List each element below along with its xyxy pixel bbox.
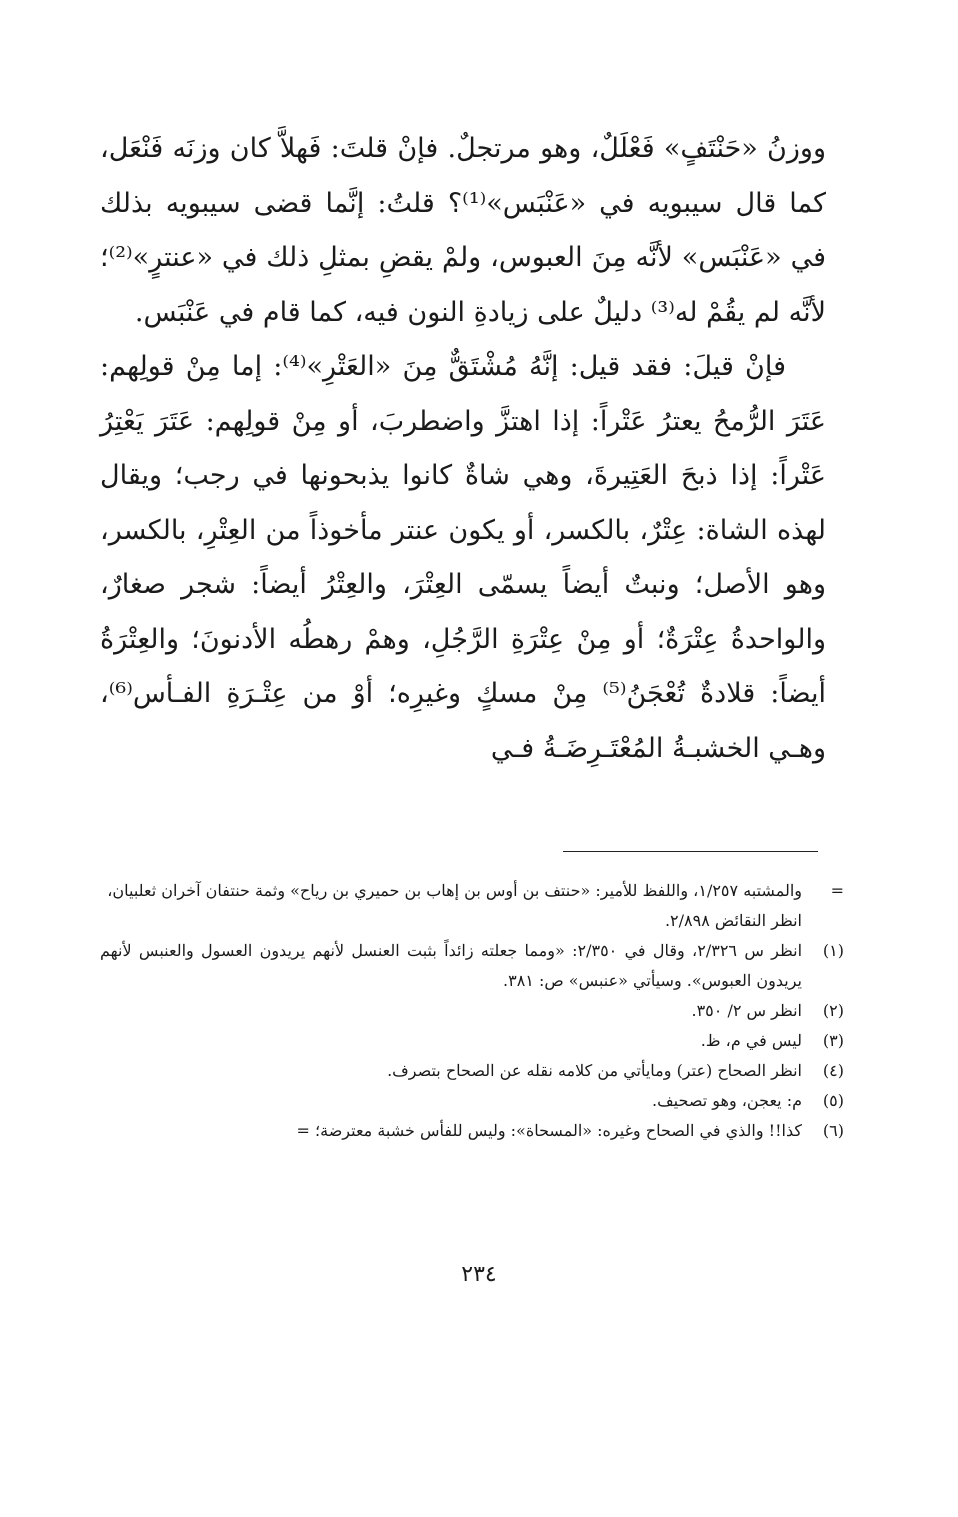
footnote-text: انظر س ٢/ ٣٥٠. xyxy=(691,1001,802,1020)
footnote-1 xyxy=(100,936,844,996)
paragraph-2: فإنْ قيلَ: فقد قيل: إنَّهُ مُشْتَقٌّ مِنَ «العَتْرِ»⁽⁴⁾: إما مِنْ قولِهم: عَتَرَ الرُّمحُ يعترُ عَتْراً: إذا اهتزَّ واضطربَ، أو مِنْ قولِهم: عَتَرَ يَعْتِرُ عَتْراً: إذا ذبحَ العَتِيرةَ، وهي شاةٌ كانوا يذبحونها في رجب؛ ويقال لهذه الشاة: عِتْرٌ، بالكسر، أو يكون عنتر مأخوذاً من العِتْرِ، بالكسر، وهو الأصل؛ ونبتٌ أيضاً يسمّى العِتْرَ، والعِتْرُ أيضاً: شجر صغارٌ، والواحدةُ عِتْرَةٌ؛ أو مِنْ عِتْرَةِ الرَّجُلِ، وهمْ رهطُه الأدنونَ؛ والعِتْرَةُ أيضاً: قلادةٌ تُعْجَنُ⁽⁵⁾ مِنْ مسكٍ وغيرِه؛ أوْ من عِتْـرَةِ الفـأس⁽⁶⁾، وهـي الخشبـةُ المُعْتَـرِضَـةُ فـي xyxy=(100,351,826,764)
footnote-text: انظر الصحاح (عتر) ومايأتي من كلامه نقله عن الصحاح بتصرف. xyxy=(387,1061,802,1080)
footnote-number: (٤) xyxy=(822,1061,844,1080)
footnote-number: (٢) xyxy=(822,1001,844,1020)
footnote-separator xyxy=(563,851,818,852)
main-text xyxy=(100,122,826,776)
footnote-continuation xyxy=(100,876,844,936)
footnote-number: (٣) xyxy=(822,1031,844,1050)
footnote-continuation-text: والمشتبه ١/٢٥٧، واللفظ للأمير: «حنتف بن أوس بن إهاب بن حميري بن رياح» وثمة حنتفان آخران ثعلبيان، انظر النقائض ٢/٨٩٨. xyxy=(107,881,802,930)
footnote-3 xyxy=(100,1026,844,1056)
footnote-2 xyxy=(100,996,844,1026)
footnote-4 xyxy=(100,1056,844,1086)
footnotes xyxy=(100,876,844,1146)
paragraph-1: ووزنُ «حَنْتَفٍ» فَعْلَلٌ، وهو مرتجلٌ. فإنْ قلتَ: فَهلاَّ كان وزنَه فَنْعَل، كما قال سيبويه في «عَنْبَس»⁽¹⁾؟ قلتُ: إنَّما قضى سيبويه بذلك في «عَنْبَس» لأنَّه مِنَ العبوس، ولمْ يقضِ بمثلِ ذلك في «عنترٍ»⁽²⁾؛ لأنَّه لم يقُمْ له⁽³⁾ دليلٌ على زيادةِ النون فيه، كما قام في عَنْبَس. xyxy=(100,133,826,328)
footnote-6 xyxy=(100,1116,844,1146)
footnote-text: انظر س ٢/٣٢٦، وقال في ٢/٣٥٠: «ومما جعلته زائداً بثبت العنسل لأنهم يريدون العسول والعنبس لأنهم يريدون العبوس». وسيأتي «عنبس» ص: ٣٨١. xyxy=(100,941,803,990)
footnote-5 xyxy=(100,1086,844,1116)
footnote-number: (١) xyxy=(822,941,844,960)
continuation-mark: = xyxy=(830,881,844,900)
footnote-text: م: يعجن، وهو تصحيف. xyxy=(652,1091,802,1110)
footnote-number: (٥) xyxy=(822,1091,844,1110)
page-number: ٢٣٤ xyxy=(461,1262,497,1287)
footnote-text: ليس في م، ظ. xyxy=(700,1031,802,1050)
footnote-text: كذا!! والذي في الصحاح وغيره: «المسحاة»: وليس للفأس خشبة معترضة؛ = xyxy=(296,1121,802,1140)
footnote-number: (٦) xyxy=(822,1121,844,1140)
